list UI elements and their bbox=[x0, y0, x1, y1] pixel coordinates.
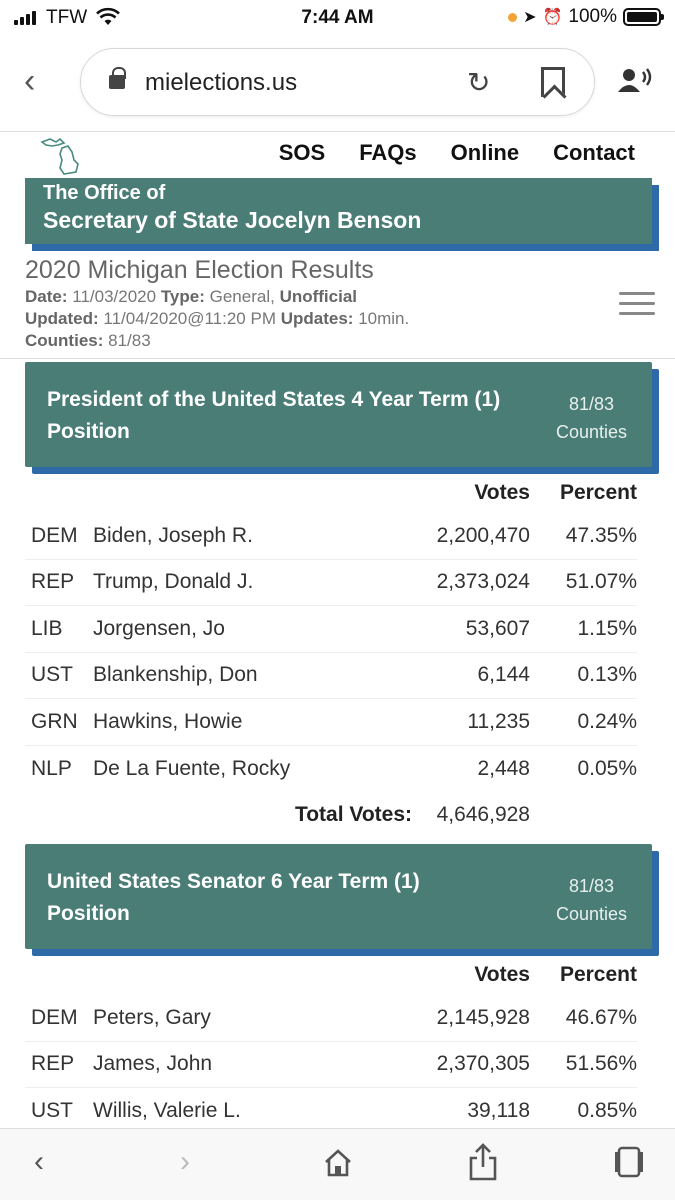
forward-arrow-icon[interactable]: › bbox=[180, 1145, 190, 1178]
table-header bbox=[25, 955, 637, 995]
race-banner-senator[interactable] bbox=[25, 844, 652, 949]
date-line: Date: 11/03/2020 Type: General, Unofficial bbox=[25, 287, 358, 306]
nav-link-online[interactable]: Online bbox=[450, 140, 520, 165]
table-row: NLP De La Fuente, Rocky 2,448 0.05% bbox=[31, 756, 637, 780]
office-name: Secretary of State Jocelyn Benson bbox=[43, 207, 422, 233]
nav-link-contact[interactable]: Contact bbox=[553, 140, 635, 165]
race-counties: 81/83 Counties bbox=[555, 876, 627, 924]
carrier-name: TFW bbox=[46, 7, 88, 28]
total-votes-label: Total Votes: bbox=[294, 803, 412, 826]
back-icon[interactable]: ‹ bbox=[24, 62, 36, 100]
status-bar bbox=[0, 0, 675, 36]
table-header bbox=[25, 473, 637, 513]
table-row: GRN Hawkins, Howie 11,235 0.24% bbox=[25, 699, 637, 746]
race-counties: 81/83 Counties bbox=[555, 394, 627, 442]
battery-percent: 100% bbox=[568, 6, 617, 27]
reader-mode-icon[interactable] bbox=[615, 66, 655, 96]
bookmark-icon[interactable] bbox=[541, 67, 565, 97]
total-votes-row bbox=[25, 792, 637, 838]
reload-icon[interactable]: ↻ bbox=[467, 67, 491, 98]
browser-bottom-toolbar bbox=[0, 1128, 675, 1200]
office-banner[interactable] bbox=[25, 178, 652, 244]
table-row: LIB Jorgensen, Jo 53,607 1.15% bbox=[25, 606, 637, 653]
results-table-senator bbox=[25, 955, 637, 1135]
total-votes-value: 4,646,928 bbox=[436, 803, 530, 826]
table-row: DEM Peters, Gary 2,145,928 46.67% bbox=[25, 995, 637, 1042]
race-banner-president[interactable] bbox=[25, 362, 652, 467]
back-arrow-icon[interactable]: ‹ bbox=[34, 1145, 44, 1178]
updated-line: Updated: 11/04/2020@11:20 PM Updates: 10min. bbox=[25, 309, 410, 328]
percent-header: Percent bbox=[559, 963, 637, 986]
divider bbox=[0, 358, 675, 359]
site-nav bbox=[0, 134, 675, 174]
address-bar[interactable] bbox=[80, 48, 595, 116]
percent-header: Percent bbox=[559, 481, 637, 504]
battery-icon bbox=[623, 8, 661, 26]
location-arrow-icon: ➤ bbox=[523, 9, 537, 26]
browser-toolbar bbox=[0, 36, 675, 132]
table-row: UST Blankenship, Don 6,144 0.13% bbox=[25, 653, 637, 700]
table-row: DEM Biden, Joseph R. 2,200,470 47.35% bbox=[25, 513, 637, 560]
votes-header: Votes bbox=[474, 963, 530, 986]
table-row: REP James, John 2,370,305 51.56% bbox=[25, 1042, 637, 1089]
nav-link-sos[interactable]: SOS bbox=[278, 140, 326, 165]
share-icon[interactable] bbox=[468, 1143, 498, 1181]
results-table-president bbox=[25, 473, 637, 838]
status-indicators bbox=[508, 6, 661, 28]
table-row: REP Trump, Donald J. 2,373,024 51.07% bbox=[25, 560, 637, 607]
recording-dot-icon bbox=[508, 13, 517, 22]
table-row: UST Willis, Valerie L. 39,118 0.85% bbox=[31, 1099, 637, 1123]
tabs-icon[interactable] bbox=[612, 1145, 646, 1181]
url-text[interactable]: mielections.us bbox=[145, 69, 298, 96]
lock-icon bbox=[109, 75, 125, 89]
votes-header: Votes bbox=[474, 481, 530, 504]
office-label: The Office of bbox=[43, 182, 166, 204]
election-info bbox=[25, 256, 655, 351]
clock: 7:44 AM bbox=[301, 7, 374, 28]
page-title: 2020 Michigan Election Results bbox=[25, 256, 374, 284]
race-title: President of the United States 4 Year Term (1) Position bbox=[47, 388, 501, 443]
michigan-logo-icon[interactable] bbox=[40, 136, 84, 176]
nav-link-faqs[interactable]: FAQs bbox=[359, 140, 417, 165]
alarm-icon: ⏰ bbox=[542, 9, 563, 26]
home-icon[interactable] bbox=[322, 1147, 354, 1179]
counties-line: Counties: 81/83 bbox=[25, 331, 151, 350]
hamburger-menu-icon[interactable] bbox=[619, 292, 655, 316]
race-title: United States Senator 6 Year Term (1) Position bbox=[47, 870, 420, 925]
